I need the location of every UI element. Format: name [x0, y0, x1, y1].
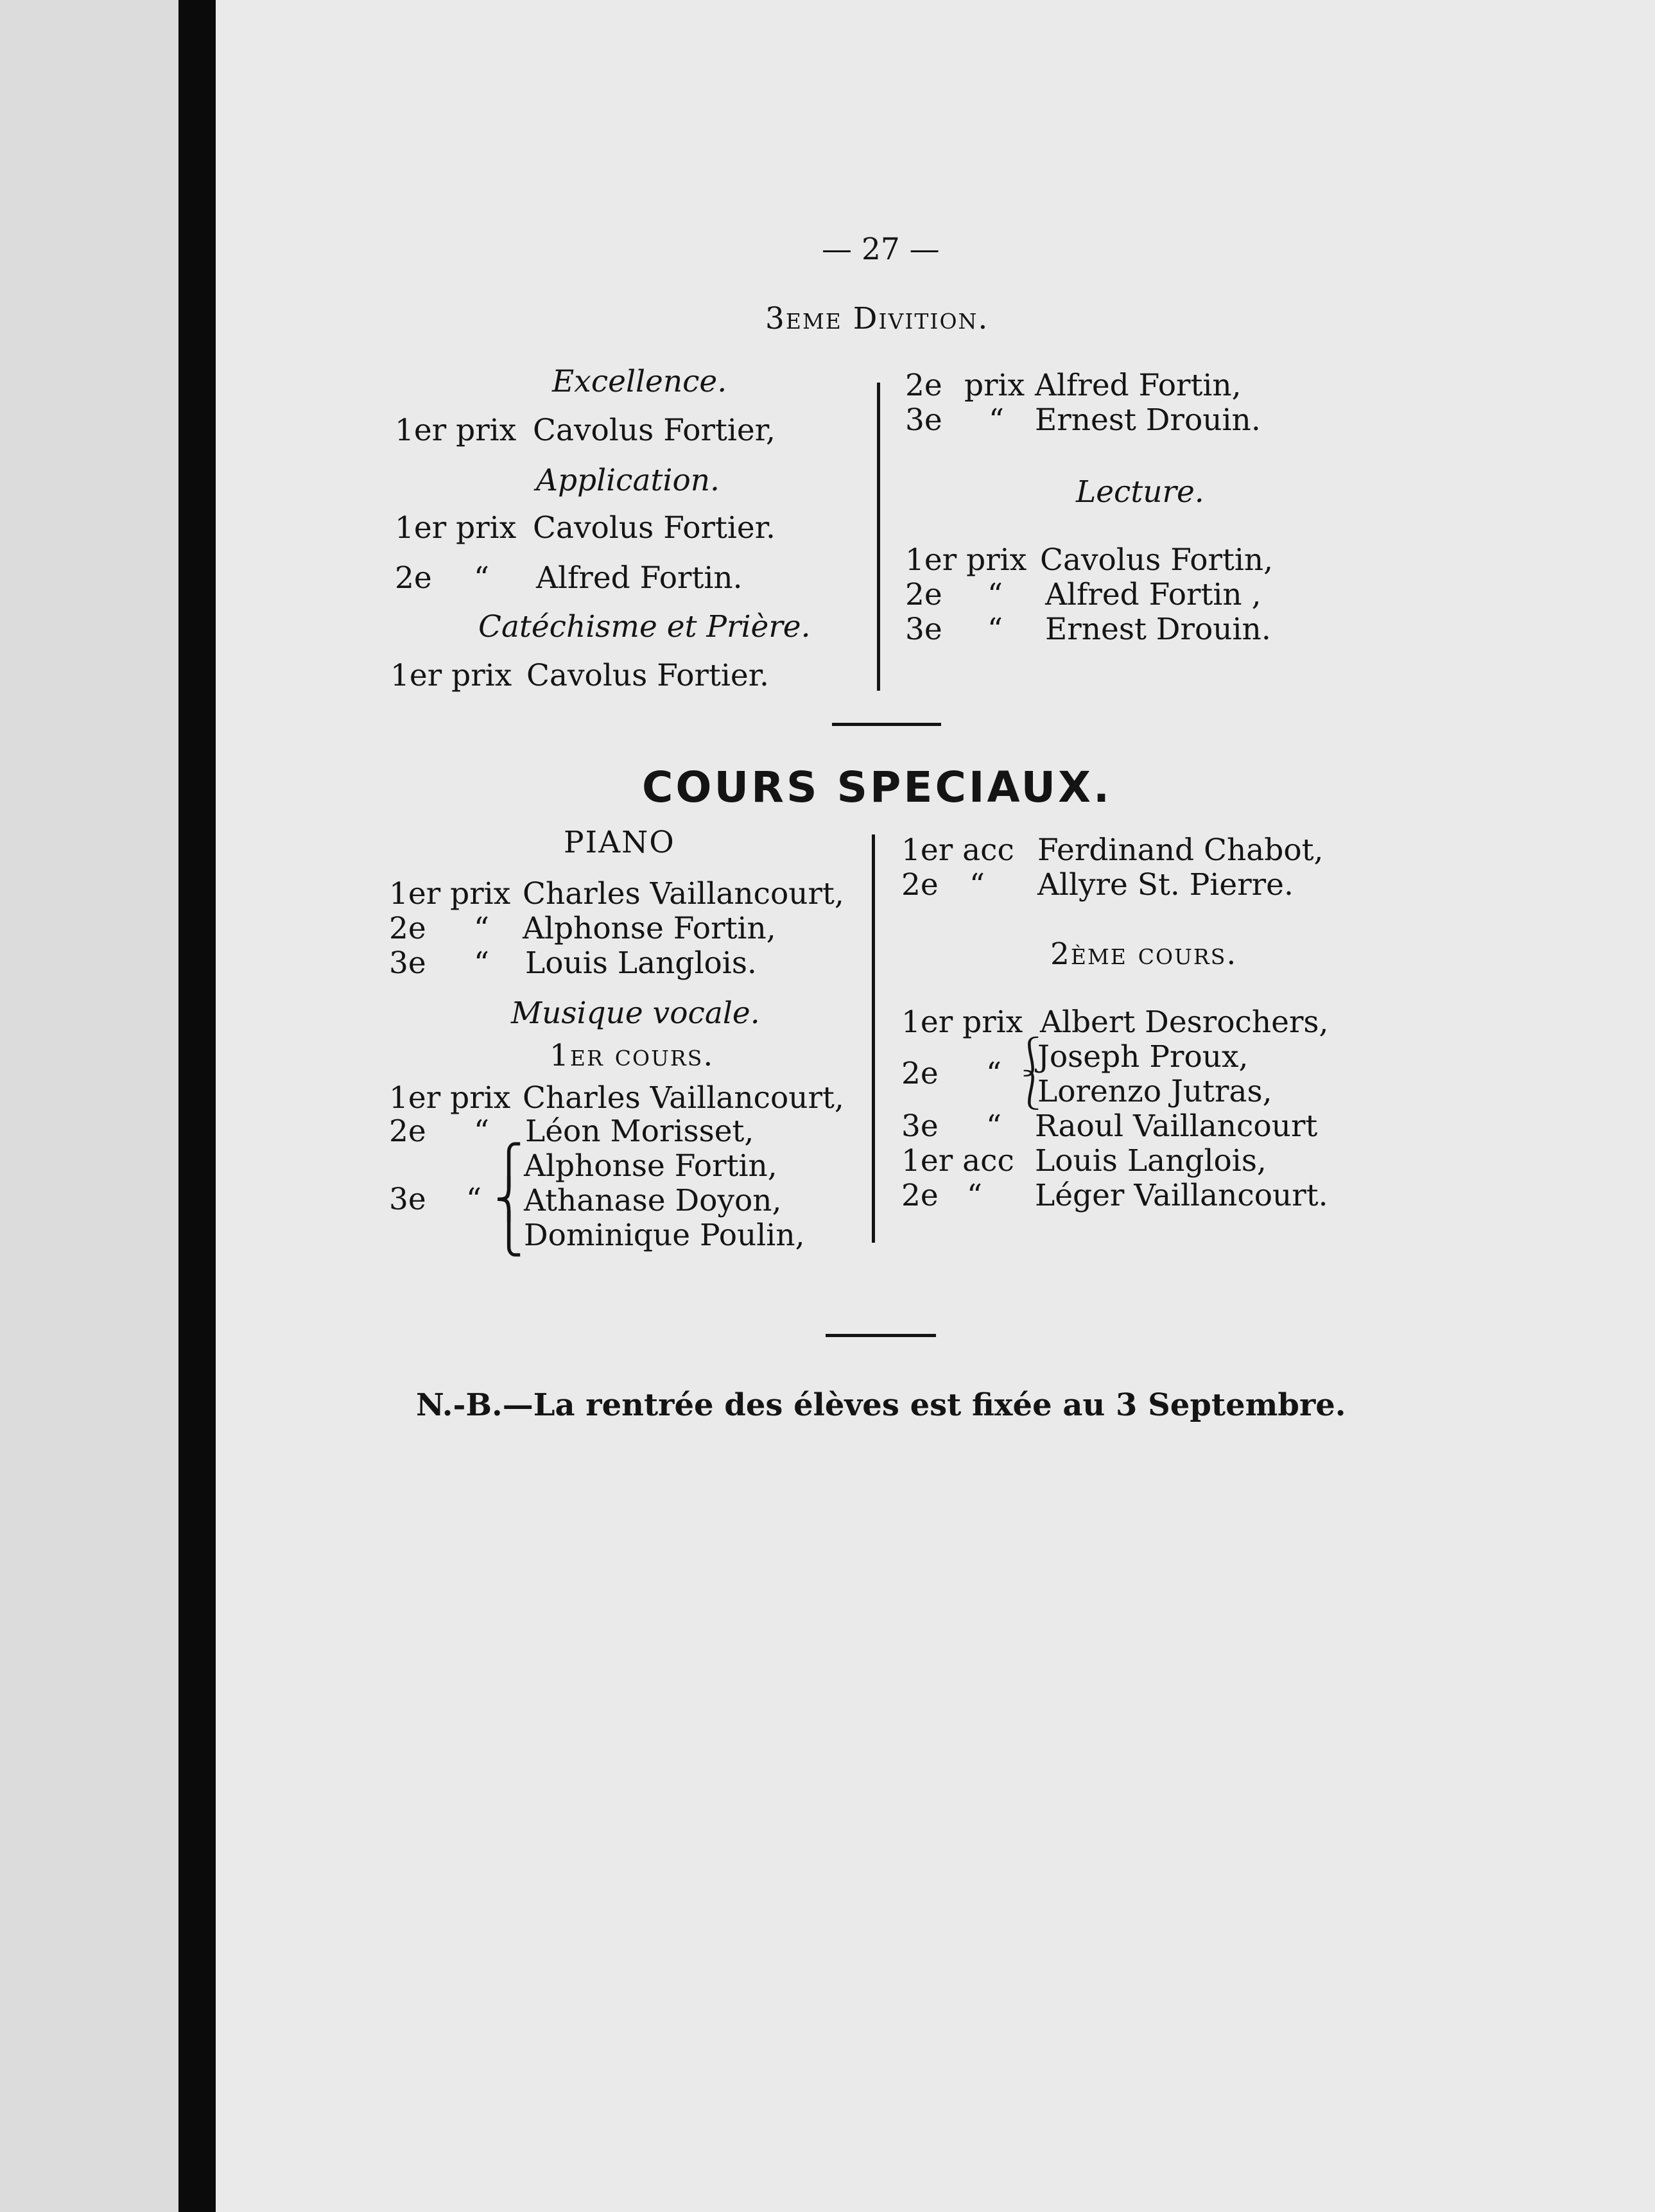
special-name: Charles Vaillancourt, — [523, 1080, 844, 1116]
special-rank: 2e — [389, 1114, 426, 1149]
brace-top: ⎧ — [494, 1143, 523, 1188]
division-rank: 2e — [905, 577, 942, 612]
division-rank: 1er prix — [905, 542, 1027, 578]
special-name: Léger Vaillancourt. — [1035, 1178, 1328, 1213]
page-number: — 27 — — [822, 232, 940, 267]
division-name: Ernest Drouin. — [1035, 402, 1261, 438]
prix-label: prix — [964, 368, 1025, 403]
special-name: Joseph Proux, — [1037, 1039, 1249, 1075]
division-name: Alfred Fortin. — [536, 560, 743, 596]
division-rank: 3e — [905, 612, 942, 647]
ditto-mark: “ — [474, 946, 490, 981]
division-name: Alfred Fortin, — [1035, 368, 1242, 403]
section-divider — [826, 1334, 936, 1337]
binding-spine — [178, 0, 216, 2212]
special-rank: 1er acc — [901, 833, 1014, 868]
special-name: Charles Vaillancourt, — [523, 876, 844, 912]
heading-catechisme: Catéchisme et Prière. — [478, 609, 811, 644]
special-name: Ferdinand Chabot, — [1037, 833, 1324, 868]
ditto-mark: “ — [987, 612, 1003, 647]
special-name: Louis Langlois, — [1035, 1143, 1267, 1179]
special-rank: 3e — [389, 946, 426, 981]
ditto-mark: “ — [466, 1182, 482, 1217]
division-rank: 2e — [395, 560, 432, 596]
division-rank: 3e — [905, 402, 942, 438]
special-rank: 1er acc — [901, 1143, 1014, 1179]
special-name: Albert Desrochers, — [1040, 1005, 1329, 1040]
special-name: Louis Langlois. — [525, 946, 757, 981]
heading-musique-vocale: Musique vocale. — [511, 996, 760, 1031]
special-name: Dominique Poulin, — [524, 1218, 805, 1253]
section-divider — [832, 723, 941, 726]
special-rank: 1er prix — [901, 1005, 1023, 1040]
division-title: 3eme Divition. — [765, 301, 989, 336]
column-divider — [877, 383, 880, 691]
ditto-mark: “ — [474, 1114, 490, 1149]
division-name: Alfred Fortin , — [1045, 577, 1261, 612]
special-courses-title: COURS SPECIAUX. — [642, 763, 1113, 812]
special-name: Raoul Vaillancourt — [1035, 1109, 1318, 1144]
special-name: Lorenzo Jutras, — [1037, 1074, 1272, 1109]
special-name: Léon Morisset, — [525, 1114, 754, 1149]
brace-bottom: ⎱ — [1012, 1068, 1050, 1113]
division-rank: 1er prix — [390, 658, 512, 693]
division-rank: 2e — [905, 368, 942, 403]
special-rank: 2e — [389, 911, 426, 946]
heading-deuxieme-cours: 2ème cours. — [1050, 937, 1238, 972]
special-rank: 2e — [901, 867, 939, 903]
special-rank: 3e — [389, 1182, 426, 1217]
division-name: Cavolus Fortier. — [533, 510, 776, 546]
special-rank: 1er prix — [389, 876, 511, 912]
ditto-mark: “ — [986, 1109, 1002, 1144]
division-rank: 1er prix — [395, 413, 517, 448]
special-rank: 2e — [901, 1178, 939, 1213]
left-margin — [0, 0, 178, 2212]
special-rank: 1er prix — [389, 1080, 511, 1116]
ditto-mark: “ — [474, 560, 490, 596]
special-name: Alphonse Fortin, — [523, 911, 776, 946]
heading-premier-cours: 1er cours. — [550, 1038, 715, 1073]
brace-middle: ⎨ — [494, 1177, 523, 1222]
heading-application: Application. — [536, 463, 720, 498]
heading-piano: PIANO — [564, 825, 675, 860]
ditto-mark: “ — [474, 911, 490, 946]
division-name: Cavolus Fortier, — [533, 413, 776, 448]
heading-lecture: Lecture. — [1076, 474, 1204, 510]
division-name: Cavolus Fortin, — [1040, 542, 1274, 578]
special-name: Allyre St. Pierre. — [1037, 867, 1294, 903]
ditto-mark: “ — [969, 867, 985, 903]
notice: N.-B.—La rentrée des élèves est fixée au 3 Septembre. — [416, 1387, 1346, 1423]
ditto-mark: “ — [987, 577, 1003, 612]
column-divider — [872, 834, 875, 1243]
special-name: Athanase Doyon, — [524, 1183, 782, 1218]
division-rank: 1er prix — [395, 510, 517, 546]
heading-excellence: Excellence. — [552, 364, 727, 399]
brace-bottom: ⎩ — [494, 1212, 523, 1257]
division-name: Ernest Drouin. — [1045, 612, 1271, 647]
special-name: Alphonse Fortin, — [524, 1148, 777, 1184]
ditto-mark: “ — [967, 1178, 983, 1213]
ditto-mark: “ — [989, 402, 1005, 438]
division-name: Cavolus Fortier. — [526, 658, 769, 693]
special-rank: 2e — [901, 1056, 939, 1091]
special-rank: 3e — [901, 1109, 939, 1144]
ditto-mark: “ — [986, 1056, 1002, 1091]
brace-top: ⎰ — [1012, 1035, 1050, 1080]
